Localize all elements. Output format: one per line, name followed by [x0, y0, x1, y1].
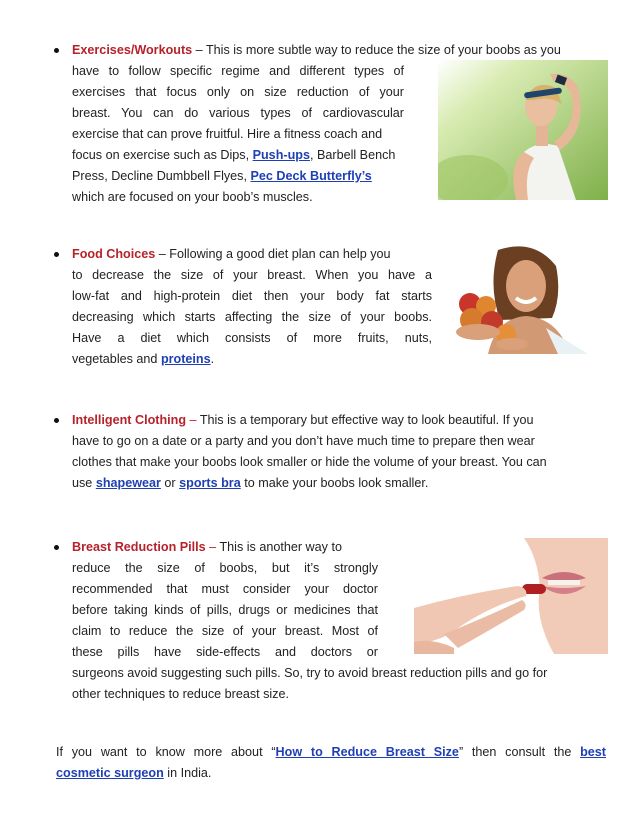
term-breast-reduction-pills: Breast Reduction Pills [72, 540, 206, 554]
text-line: or [160, 476, 180, 490]
bullet-icon [54, 545, 59, 550]
text-line: decreasing which starts affecting the size of your boobs. [72, 310, 432, 324]
text-line: to make your boobs look smaller. [240, 476, 429, 490]
text-line: , Barbell Bench [309, 148, 396, 162]
text-line: use [72, 476, 96, 490]
bullet-icon [54, 252, 59, 257]
text-line: recommended that must consider your doctor [72, 582, 378, 596]
pec-deck-butterfly-link[interactable]: Pec Deck Butterfly’s [250, 169, 372, 183]
list-item-food-choices [72, 244, 432, 370]
text-line: to decrease the size of your breast. When you have a [72, 268, 432, 282]
text-line: exercises that focus only on size reduction of your [72, 85, 404, 99]
text-line: Have a diet which consists of more fruits, nuts, [72, 331, 432, 345]
closing-paragraph [56, 742, 606, 784]
text-line: breast. You can do various types of cardiovascular [72, 106, 404, 120]
bullet-icon [54, 48, 59, 53]
separator: – [192, 43, 206, 57]
text-line: ” then consult the [458, 745, 581, 759]
text-line: This is more subtle way to reduce the size of your boobs as you [205, 43, 561, 57]
text-line: . [210, 352, 215, 366]
best-cosmetic-surgeon-link-part1[interactable]: best [580, 745, 606, 759]
separator: – [205, 540, 220, 554]
pill-mouth-photo [414, 538, 608, 654]
text-line: low-fat and high-protein diet then your body fat starts [72, 289, 432, 303]
fitness-woman-photo [438, 60, 608, 200]
text-line: other techniques to reduce breast size. [72, 687, 290, 701]
text-line: these pills have side-effects and doctors or [72, 645, 378, 659]
term-intelligent-clothing: Intelligent Clothing [72, 413, 187, 427]
woman-with-fruit-photo [448, 246, 608, 354]
text-line: This is another way to [219, 540, 342, 554]
text-line: claim to reduce the size of your breast. Most of [72, 624, 378, 638]
bullet-icon [54, 418, 59, 423]
push-ups-link[interactable]: Push-ups [252, 148, 310, 162]
text-line: reduce the size of boobs, but it’s strongly [72, 561, 378, 575]
text-line: If you want to know more about “ [56, 745, 276, 759]
text-line: clothes that make your boobs look smaller or hide the volume of your breast. You can [72, 455, 547, 469]
text-line: have to go on a date or a party and you don’t have much time to prepare then wear [72, 434, 535, 448]
text-line: which are focused on your boob’s muscles. [72, 190, 313, 204]
text-line: surgeons avoid suggesting such pills. So, try to avoid breast reduction pills and go for [72, 666, 548, 680]
text-line: vegetables and [72, 352, 161, 366]
text-line: This is a temporary but effective way to look beautiful. If you [199, 413, 534, 427]
text-line: Press, Decline Dumbbell Flyes, [72, 169, 251, 183]
proteins-link[interactable]: proteins [160, 352, 211, 366]
separator: – [186, 413, 200, 427]
term-exercises: Exercises/Workouts [72, 43, 193, 57]
how-to-reduce-breast-size-link[interactable]: How to Reduce Breast Size [275, 745, 459, 759]
text-line: exercise that can prove fruitful. Hire a fitness coach and [72, 127, 383, 141]
text-line: focus on exercise such as Dips, [72, 148, 253, 162]
text-line: in India. [163, 766, 212, 780]
text-line: before taking kinds of pills, drugs or medicines that [72, 603, 378, 617]
text-line: Following a good diet plan can help you [169, 247, 391, 261]
text-line: have to follow specific regime and different types of [72, 64, 404, 78]
sports-bra-link[interactable]: sports bra [179, 476, 241, 490]
separator: – [155, 247, 170, 261]
term-food-choices: Food Choices [72, 247, 156, 261]
list-item-intelligent-clothing [72, 410, 606, 494]
best-cosmetic-surgeon-link-part2[interactable]: cosmetic surgeon [56, 766, 164, 780]
shapewear-link[interactable]: shapewear [95, 476, 161, 490]
